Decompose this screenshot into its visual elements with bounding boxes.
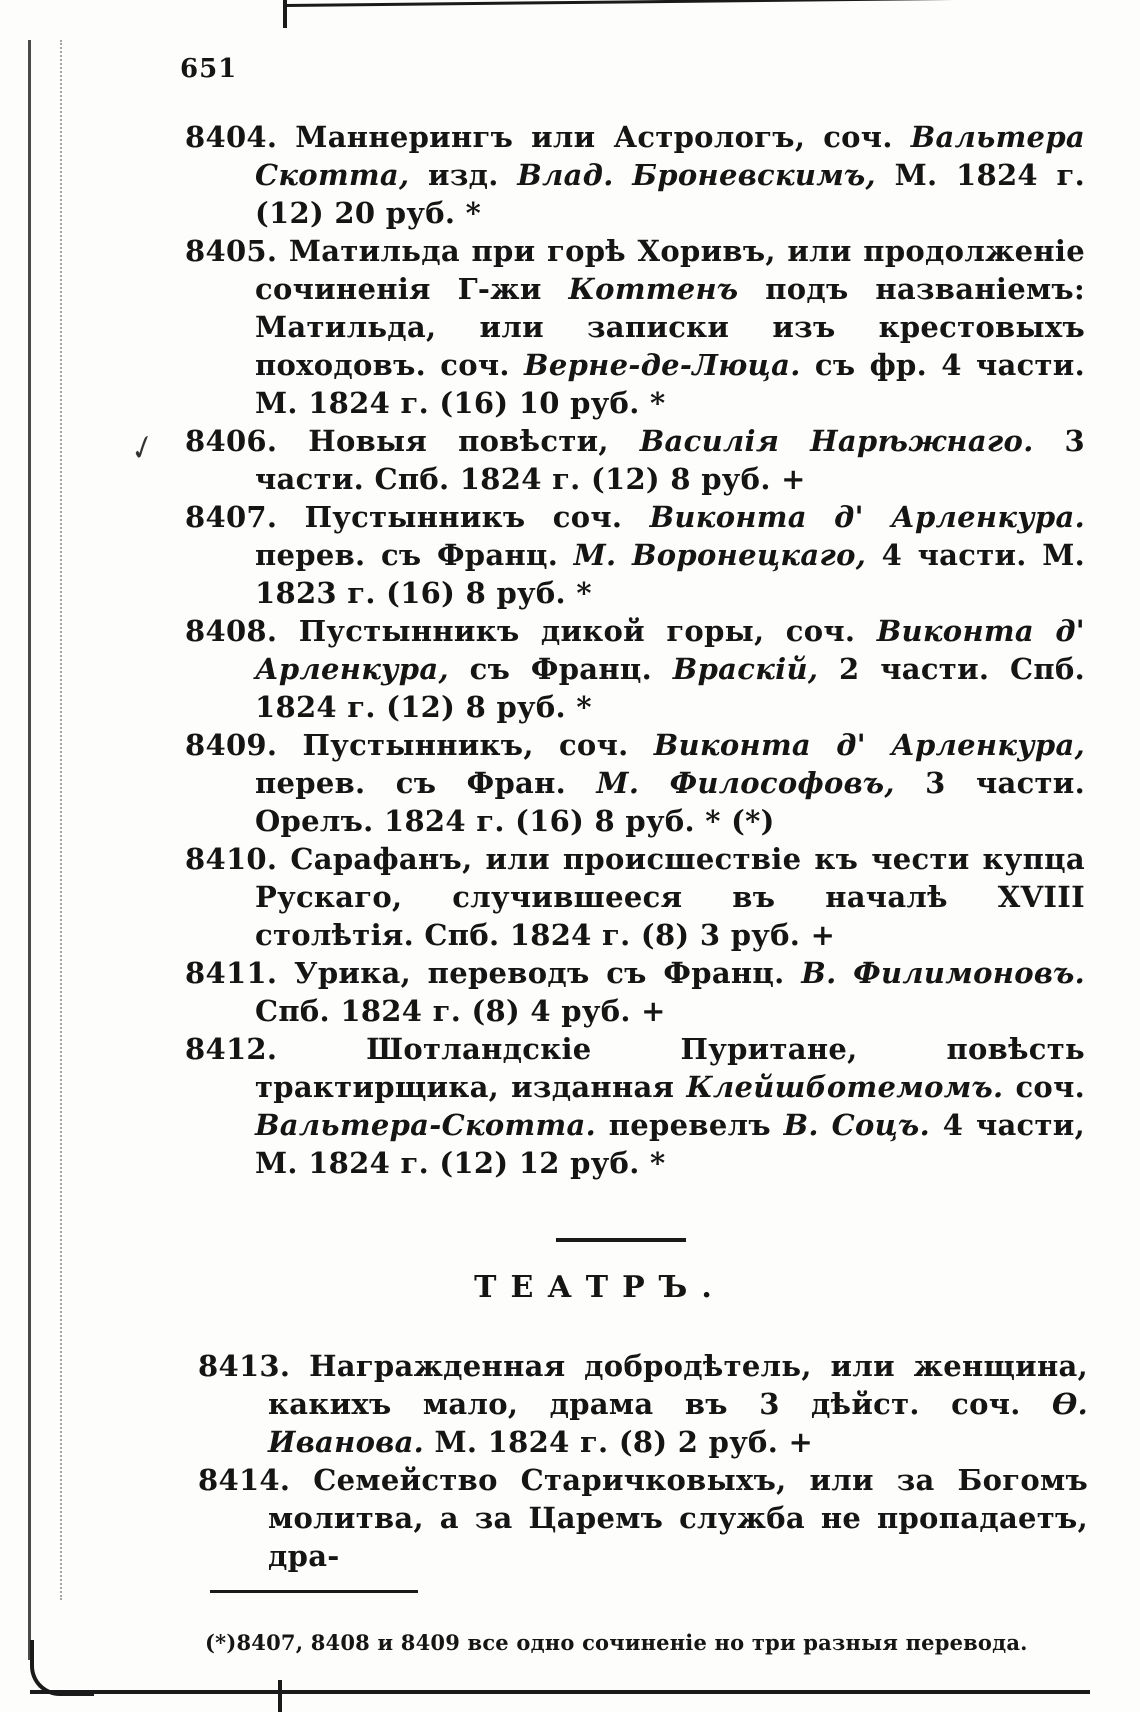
entry-author-italic: Виконта д' Арленкура,	[255, 614, 1085, 686]
entry-text: Маннерингъ или Астрологъ, соч.	[295, 120, 911, 154]
entry-author-italic: Виконта д' Арленкура,	[653, 728, 1085, 762]
page-edge-bottom-stub	[278, 1680, 282, 1712]
page-edge-left-shadow	[60, 40, 64, 1600]
catalog-entry	[185, 118, 1085, 232]
entry-text: Сарафанъ, или происшествіе къ чести купца Рускаго, случившееся въ началѣ XVIII столѣтія. Спб. 1824 г. (8) 3 руб. +	[255, 842, 1085, 952]
entry-number: 8412.	[185, 1032, 278, 1066]
entry-author-italic: Влад. Броневскимъ,	[517, 158, 876, 192]
catalog-entry	[185, 232, 1085, 422]
catalog-entry	[185, 422, 1085, 498]
entry-text: подъ названіемъ: Матильда, или записки изъ крестовыхъ походовъ. соч.	[255, 272, 1085, 382]
page-edge-top	[285, 0, 985, 7]
margin-check-mark: ✓	[121, 428, 160, 471]
entry-author-italic: Вальтера Скотта,	[255, 120, 1085, 192]
entry-text: 4 части, М. 1824 г. (12) 12 руб. *	[255, 1108, 1085, 1180]
entry-text: изд.	[409, 158, 518, 192]
entry-author-italic: В. Филимоновъ.	[801, 956, 1085, 990]
entry-author-italic: В. Соцъ.	[783, 1108, 930, 1142]
catalog-entry	[185, 612, 1085, 726]
entry-author-italic: Василія Нарѣжнаго.	[639, 424, 1034, 458]
entry-number: 8410.	[185, 842, 278, 876]
entry-text: Шотландскіе Пуритане, повѣсть трактирщика, изданная	[255, 1032, 1085, 1104]
entry-number: 8409.	[185, 728, 278, 762]
footnote: (*)8407, 8408 и 8409 все одно сочиненіе но три разныя перевода.	[205, 1630, 1028, 1655]
entry-text: 3 части. Орелъ. 1824 г. (16) 8 руб. * (*)	[255, 766, 1085, 838]
entry-author-italic: Вальтера-Скотта.	[255, 1108, 597, 1142]
page-edge-left	[28, 40, 37, 1660]
catalog-entry	[185, 498, 1085, 612]
section-heading: ТЕАТРЪ.	[474, 1270, 726, 1305]
page-edge-bottom-curl	[30, 1640, 94, 1696]
entry-text: перев. съ Франц.	[255, 538, 574, 572]
entry-text: М. 1824 г. (8) 2 руб. +	[424, 1425, 814, 1459]
entry-text: Семейство Старичковыхъ, или за Богомъ молитва, а за Царемъ служба не пропадаетъ, дра-	[268, 1463, 1088, 1573]
entry-number: 8405.	[185, 234, 278, 268]
entry-author-italic: Коттенъ	[568, 272, 739, 306]
entry-author-italic: Враскій,	[672, 652, 819, 686]
catalog-entry	[185, 840, 1085, 954]
entry-number: 8406.	[185, 424, 278, 458]
entry-author-italic: М. Воронецкаго,	[573, 538, 867, 572]
entry-text: Новыя повѣсти,	[308, 424, 640, 458]
entry-text: перевелъ	[596, 1108, 784, 1142]
entry-text: съ Франц.	[448, 652, 673, 686]
entry-author-italic: Клейшботемомъ.	[686, 1070, 1004, 1104]
entry-text: 2 части. Спб. 1824 г. (12) 8 руб. *	[255, 652, 1085, 724]
entry-text: Награжденная добродѣтель, или женщина, какихъ мало, драма въ 3 дѣйст. соч.	[268, 1349, 1088, 1421]
entry-text: Пустынникъ дикой горы, соч.	[298, 614, 877, 648]
section-divider	[556, 1238, 686, 1242]
entry-text: соч.	[1003, 1070, 1085, 1104]
entry-text: М. 1824 г. (12) 20 руб. *	[255, 158, 1085, 230]
entry-number: 8408.	[185, 614, 278, 648]
entry-text: Спб. 1824 г. (8) 4 руб. +	[255, 994, 666, 1028]
catalog-entry	[185, 1030, 1085, 1182]
entry-author-italic: М. Философовъ,	[596, 766, 895, 800]
entry-number: 8407.	[185, 500, 278, 534]
entry-number: 8404.	[185, 120, 278, 154]
entry-author-italic: Ѳ. Иванова.	[268, 1387, 1088, 1459]
catalog-entry	[198, 1347, 1088, 1461]
catalog-entry	[185, 726, 1085, 840]
entry-text: 4 части. М. 1823 г. (16) 8 руб. *	[255, 538, 1085, 610]
entry-text: 3 части. Спб. 1824 г. (12) 8 руб. +	[255, 424, 1085, 496]
entry-author-italic: Верне-де-Люца.	[524, 348, 801, 382]
entry-text: Матильда при горѣ Хоривъ, или продолженіе сочиненія Г-жи	[255, 234, 1085, 306]
entry-number: 8411.	[185, 956, 278, 990]
catalog-entry	[198, 1461, 1088, 1575]
entry-number: 8413.	[198, 1349, 291, 1383]
entry-number: 8414.	[198, 1463, 291, 1497]
catalog-entries-novels	[185, 118, 1085, 1182]
entry-author-italic: Виконта д' Арленкура.	[649, 500, 1085, 534]
catalog-entries-theatre	[198, 1347, 1088, 1575]
page-number: 651	[180, 54, 238, 84]
catalog-entry	[185, 954, 1085, 1030]
entry-text: съ фр. 4 части. М. 1824 г. (16) 10 руб. *	[255, 348, 1085, 420]
page-edge-bottom	[30, 1690, 1090, 1698]
entry-text: Пустынникъ соч.	[304, 500, 650, 534]
footnote-rule	[210, 1590, 418, 1593]
entry-text: Пустынникъ, соч.	[302, 728, 654, 762]
entry-text: Урика, переводъ съ Франц.	[294, 956, 802, 990]
entry-text: перев. съ Фран.	[255, 766, 597, 800]
page-edge-top-stub	[283, 0, 287, 28]
